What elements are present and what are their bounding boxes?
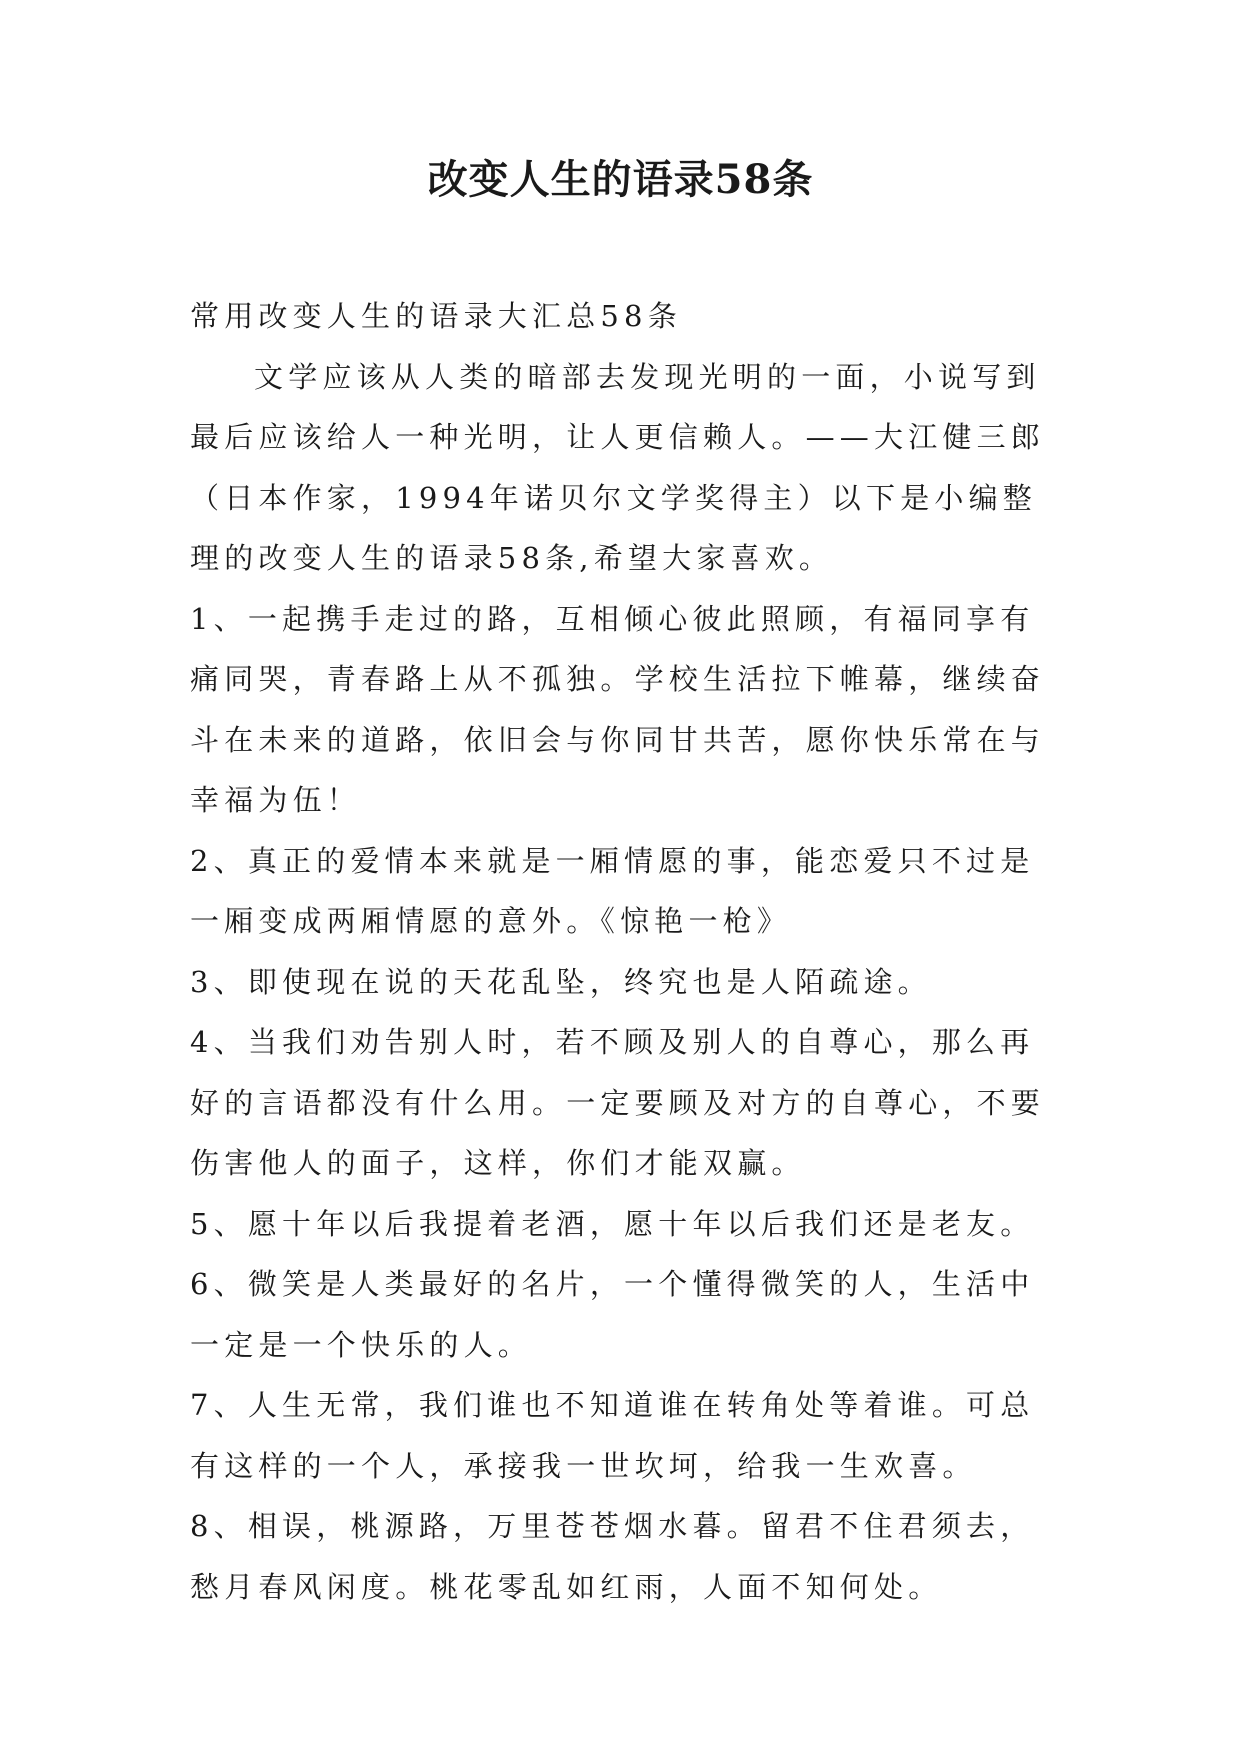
- list-item: 1、一起携手走过的路，互相倾心彼此照顾，有福同享有痛同哭，青春路上从不孤独。学校生活拉下帷幕，继续奋斗在未来的道路，依旧会与你同甘共苦，愿你快乐常在与幸福为伍！: [190, 601, 1046, 817]
- list-item: 4、当我们劝告别人时，若不顾及别人的自尊心，那么再好的言语都没有什么用。一定要顾及对方的自尊心，不要伤害他人的面子，这样，你们才能双赢。: [190, 1025, 1046, 1180]
- list-item: 5、愿十年以后我提着老酒，愿十年以后我们还是老友。: [190, 1206, 1035, 1241]
- document-body: [190, 286, 1052, 1617]
- list-item: 8、相误，桃源路，万里苍苍烟水暮。留君不住君须去，愁月春风闲度。桃花零乱如红雨，人面不知何处。: [190, 1509, 1035, 1604]
- intro-paragraph: 文学应该从人类的暗部去发现光明的一面，小说写到最后应该给人一种光明，让人更信赖人。——大江健三郎（日本作家，1994年诺贝尔文学奖得主）以下是小编整理的改变人生的语录58条,希望大家喜欢。: [190, 359, 1046, 575]
- subtitle-line: 常用改变人生的语录大汇总58条: [190, 299, 682, 333]
- list-item: 7、人生无常，我们谁也不知道谁在转角处等着谁。可总有这样的一个人，承接我一世坎坷，给我一生欢喜。: [190, 1388, 1035, 1483]
- list-item: 2、真正的爱情本来就是一厢情愿的事，能恋爱只不过是一厢变成两厢情愿的意外。《惊艳一枪》: [190, 843, 1035, 938]
- list-item: 6、微笑是人类最好的名片，一个懂得微笑的人，生活中一定是一个快乐的人。: [190, 1267, 1035, 1362]
- list-item: 3、即使现在说的天花乱坠，终究也是人陌疏途。: [190, 964, 932, 999]
- page-title: 改变人生的语录58条: [427, 156, 814, 203]
